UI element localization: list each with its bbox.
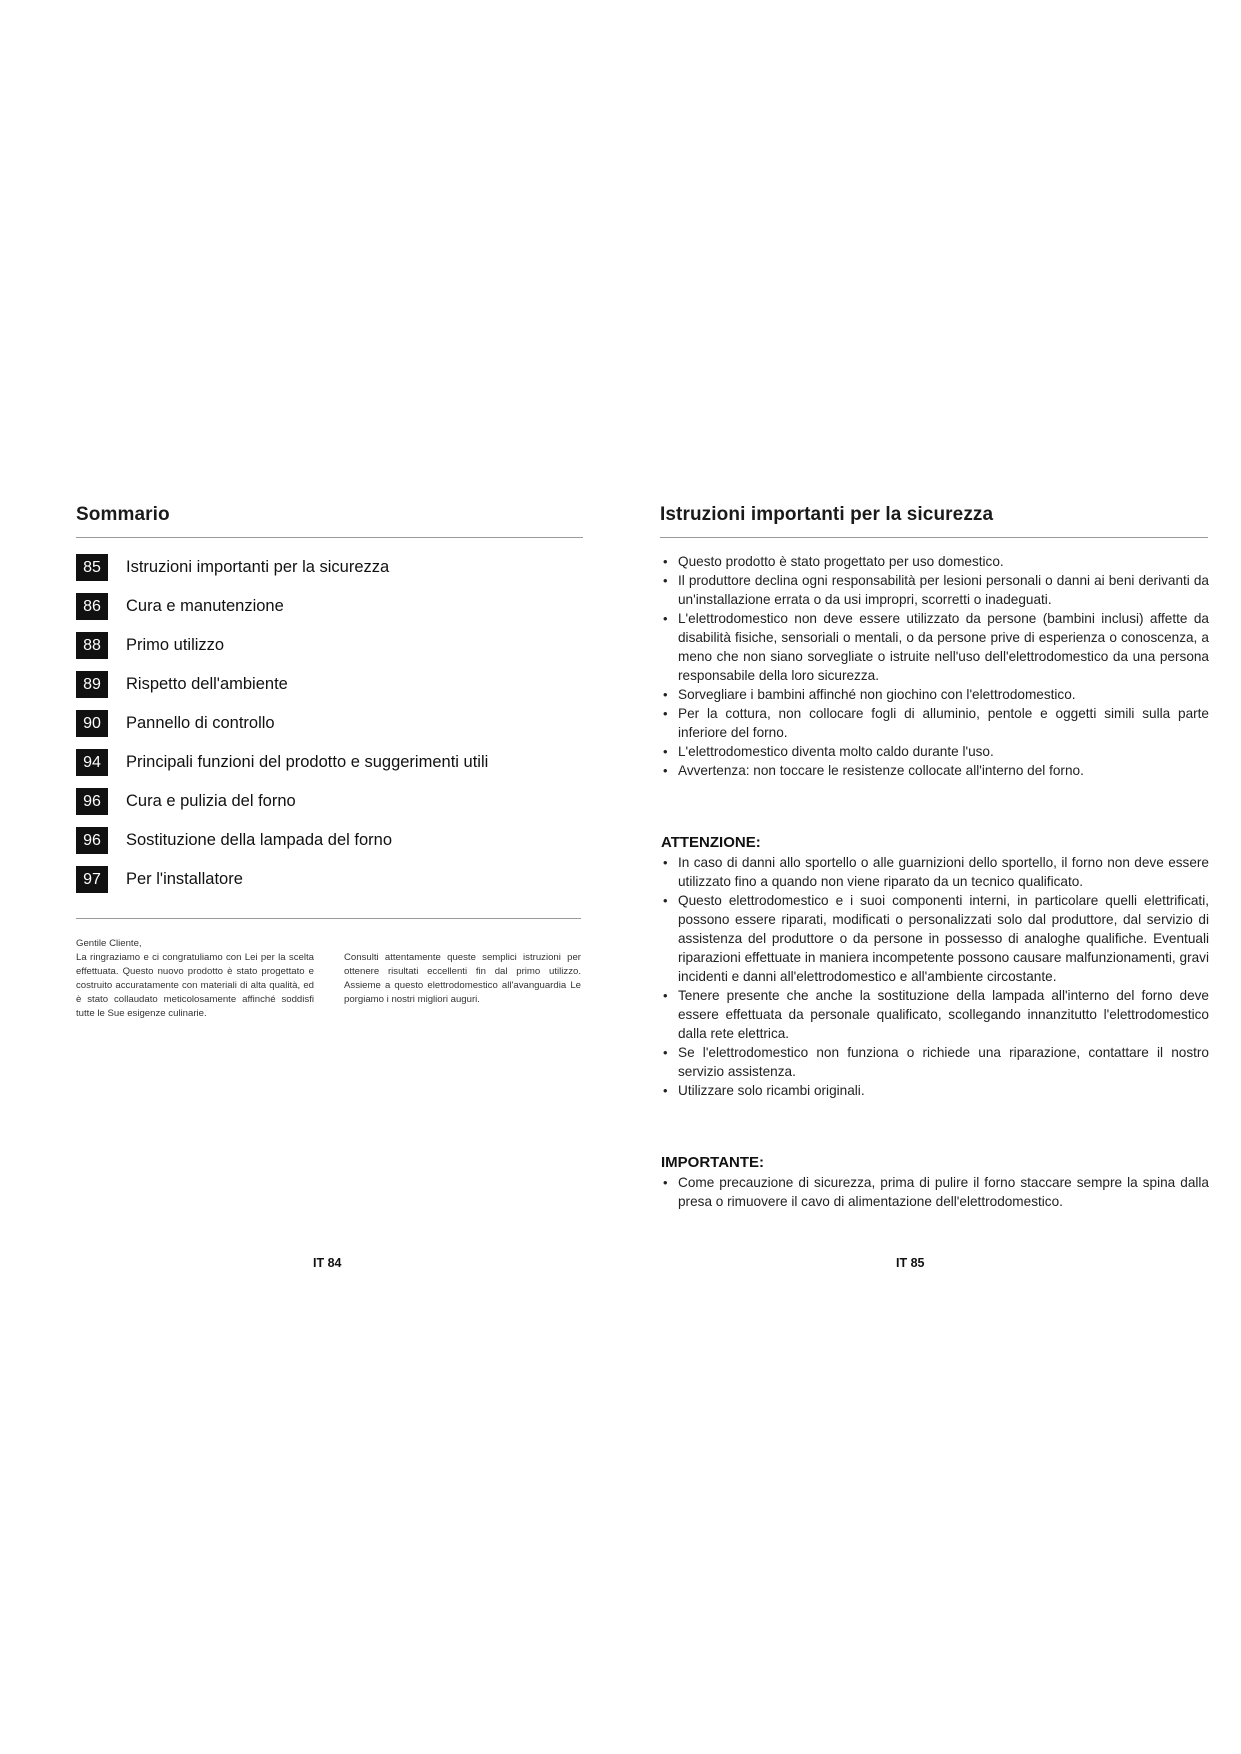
toc-item[interactable]	[76, 593, 576, 632]
list-item: • Sorvegliare i bambini affinché non giochino con l'elettrodomestico.	[661, 685, 1209, 704]
list-item: • L'elettrodomestico non deve essere utilizzato da persone (bambini inclusi) affette da disabilità fisiche, sensoriali o mentali, o da persone prive di esperienza o conoscenza, a meno che non siano sorvegliate o istruite nell'uso dell'elettrodomestico da una persona responsabile della loro sicurezza.	[661, 609, 1209, 685]
toc-item[interactable]	[76, 866, 576, 905]
welcome-greeting: Gentile Cliente,	[76, 938, 142, 949]
toc-item[interactable]	[76, 671, 576, 710]
attention-bullet-list	[661, 853, 1209, 1100]
toc-page-number: 86	[76, 593, 108, 620]
list-item: • In caso di danni allo sportello o alle guarnizioni dello sportello, il forno non deve essere utilizzato fino a quando non viene riparato da un tecnico qualificato.	[661, 853, 1209, 891]
list-item: • Avvertenza: non toccare le resistenze collocate all'interno del forno.	[661, 761, 1209, 780]
section-divider	[76, 918, 581, 919]
toc-label: Cura e pulizia del forno	[126, 792, 296, 810]
toc-page-number: 90	[76, 710, 108, 737]
important-bullet-list	[661, 1173, 1209, 1211]
list-item: • L'elettrodomestico diventa molto caldo durante l'uso.	[661, 742, 1209, 761]
list-item: • Questo prodotto è stato progettato per uso domestico.	[661, 552, 1209, 571]
toc-page-number: 96	[76, 788, 108, 815]
toc-item[interactable]	[76, 827, 576, 866]
list-item: • Come precauzione di sicurezza, prima di pulire il forno staccare sempre la spina dalla presa o rimuovere il cavo di alimentazione dell'elettrodomestico.	[661, 1173, 1209, 1211]
welcome-text-column-1	[76, 937, 314, 1021]
toc-item[interactable]	[76, 749, 576, 788]
toc-label: Cura e manutenzione	[126, 597, 284, 615]
toc-page-number: 89	[76, 671, 108, 698]
toc-page-number: 97	[76, 866, 108, 893]
toc-label: Principali funzioni del prodotto e suggerimenti utili	[126, 753, 489, 771]
title-divider	[76, 537, 583, 538]
toc-label: Pannello di controllo	[126, 714, 275, 732]
welcome-paragraph-2: Consulti attentamente queste semplici istruzioni per ottenere risultati eccellenti fin dal primo utilizzo. Assieme a questo elettrodomestico all'avanguardia Le porgiamo i nostri migliori auguri.	[344, 952, 581, 1005]
toc-page-number: 96	[76, 827, 108, 854]
toc-title: Sommario	[76, 504, 170, 525]
toc-item[interactable]	[76, 788, 576, 827]
list-item: • Il produttore declina ogni responsabilità per lesioni personali o danni ai beni derivanti da un'installazione errata o da usi impropri, scorretti o inadeguati.	[661, 571, 1209, 609]
list-item: • Tenere presente che anche la sostituzione della lampada all'interno del forno deve essere effettuata da personale qualificato, scollegando innanzitutto l'elettrodomestico dalla rete elettrica.	[661, 986, 1209, 1043]
toc-label: Istruzioni importanti per la sicurezza	[126, 558, 390, 576]
page-number: IT 85	[896, 1256, 925, 1270]
welcome-text-column-2	[344, 951, 581, 1007]
toc-page-number: 88	[76, 632, 108, 659]
attention-heading: ATTENZIONE:	[661, 834, 761, 851]
toc-page-number: 94	[76, 749, 108, 776]
list-item: • Utilizzare solo ricambi originali.	[661, 1081, 1209, 1100]
list-item: • Per la cottura, non collocare fogli di alluminio, pentole e oggetti simili sulla parte inferiore del forno.	[661, 704, 1209, 742]
safety-bullet-list	[661, 552, 1209, 780]
important-heading: IMPORTANTE:	[661, 1154, 765, 1171]
toc-item[interactable]	[76, 710, 576, 749]
toc-label: Primo utilizzo	[126, 636, 225, 654]
welcome-paragraph-1: La ringraziamo e ci congratuliamo con Lei per la scelta effettuata. Questo nuovo prodotto è stato progettato e costruito accuratamente con materiali di alta qualità, ed è stato collaudato meticolosamente affinché soddisfi tutte le Sue esigenze culinarie.	[76, 952, 314, 1019]
right-page	[620, 0, 1241, 1754]
toc-item[interactable]	[76, 554, 576, 593]
safety-title: Istruzioni importanti per la sicurezza	[660, 504, 994, 525]
table-of-contents	[76, 554, 576, 905]
toc-item[interactable]	[76, 632, 576, 671]
title-divider	[660, 537, 1208, 538]
list-item: • Questo elettrodomestico e i suoi componenti interni, in particolare quelli elettrificati, possono essere riparati, modificati o personalizzati solo dal produttore, dal servizio di assistenza del produttore o da persone in possesso di analoghe qualifiche. Eventuali riparazioni effettuate in maniera incompetente possono causare malfunzionamenti, gravi incidenti e danni all'elettrodomestico e all'ambiente circostante.	[661, 891, 1209, 986]
left-page	[0, 0, 620, 1754]
toc-label: Rispetto dell'ambiente	[126, 675, 288, 693]
list-item: • Se l'elettrodomestico non funziona o richiede una riparazione, contattare il nostro servizio assistenza.	[661, 1043, 1209, 1081]
page-number: IT 84	[313, 1256, 342, 1270]
toc-page-number: 85	[76, 554, 108, 581]
toc-label: Sostituzione della lampada del forno	[126, 831, 393, 849]
toc-label: Per l'installatore	[126, 870, 243, 888]
